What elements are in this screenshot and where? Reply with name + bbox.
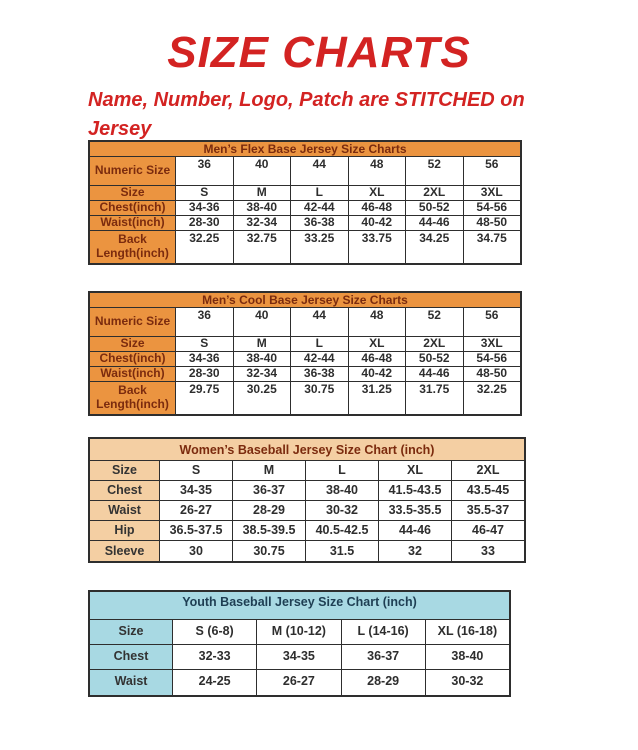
table-cell: 48 [349,157,407,185]
table-cell: XL [349,337,407,351]
table-row [90,231,520,263]
table-cell: S (6-8) [173,620,257,644]
page-title: SIZE CHARTS [167,28,471,77]
table-cell: 43.5-45 [466,483,510,498]
womens-size-table [88,437,526,563]
table-cell: 36.5-37.5 [160,521,233,540]
table-cell: 33.25 [291,231,349,263]
table-cell: 34-35 [257,645,341,669]
table-cell: 36-37 [342,645,426,669]
table-cell: 30.75 [233,541,306,561]
table-cell: 31.75 [406,382,464,414]
table-cell: 54-56 [476,352,508,366]
table-rows [90,308,520,414]
table-row [90,620,509,645]
table-cell: 28-29 [342,670,426,695]
table-cell: 38.5-39.5 [233,521,306,540]
table-cell: 54-56 [476,201,508,215]
row-label: Sleeve [90,541,160,561]
table-row [90,670,509,695]
table-cell: 44 [291,308,349,336]
table-row [90,645,509,670]
table-cell: 56 [485,157,499,171]
table-cell: 34.25 [406,231,464,263]
table-cell: 32-34 [234,367,292,381]
table-cell: 32.25 [176,231,234,263]
mens-flex-size-table [88,140,522,265]
table-row [90,541,524,561]
table-cell: 38-40 [451,649,484,663]
table-row [90,501,524,521]
table-cell: 38-40 [306,481,379,500]
table-cell: 30-32 [306,501,379,520]
table-rows [90,157,520,263]
table-row [90,461,524,481]
table-cell: 33.75 [349,231,407,263]
table-row [90,308,520,337]
table-cell: 44-46 [406,367,464,381]
table-cell: 36 [176,157,234,185]
table-cell: 46-47 [472,523,504,538]
table-cell: 56 [485,308,499,322]
table-cell: 36-38 [291,367,349,381]
table-cell: 40 [234,157,292,185]
table-cell: L [306,461,379,480]
row-label: Size [90,186,176,200]
table-cell: 32-33 [173,645,257,669]
row-label: Chest(inch) [90,352,176,366]
table-cell: L [291,186,349,200]
table-cell: 50-52 [406,201,464,215]
row-label: Back Length(inch) [90,231,176,263]
row-label: Waist [90,670,173,695]
table-cell: 3XL [480,186,503,200]
table-cell: XL [379,461,452,480]
table-cell: M (10-12) [257,620,341,644]
table-cell: 33 [481,543,495,558]
table-rows [90,620,509,695]
table-cell: M [233,461,306,480]
row-label: Waist [90,501,160,520]
table-cell: 44 [291,157,349,185]
row-label: Waist(inch) [90,216,176,230]
table-cell: 3XL [480,337,503,351]
table-cell: 2XL [406,186,464,200]
table-cell: M [234,186,292,200]
table-title: Youth Baseball Jersey Size Chart (inch) [90,592,509,620]
table-cell: 42-44 [291,352,349,366]
table-cell: 34-35 [160,481,233,500]
table-row [90,186,520,201]
table-cell: 32 [379,541,452,561]
table-cell: 42-44 [291,201,349,215]
table-cell: 30.75 [291,382,349,414]
table-row [90,337,520,352]
row-label: Chest(inch) [90,201,176,215]
table-row [90,352,520,367]
table-cell: 44-46 [379,521,452,540]
youth-size-table [88,590,511,697]
table-cell: 30-32 [451,674,484,688]
table-cell: 35.5-37 [466,503,510,518]
table-cell: L [291,337,349,351]
row-label: Chest [90,645,173,669]
table-cell: 34-36 [176,352,234,366]
table-cell: 44-46 [406,216,464,230]
row-label: Chest [90,481,160,500]
row-label: Numeric Size [90,157,176,185]
table-cell: 30 [160,541,233,561]
table-cell: 32.75 [234,231,292,263]
table-cell: 41.5-43.5 [379,481,452,500]
table-cell: 28-30 [176,367,234,381]
table-title: Men’s Cool Base Jersey Size Charts [90,293,520,308]
table-cell: 26-27 [160,501,233,520]
table-rows [90,461,524,561]
row-label: Waist(inch) [90,367,176,381]
row-label: Size [90,337,176,351]
table-title: Men’s Flex Base Jersey Size Charts [90,142,520,157]
table-cell: 28-30 [176,216,234,230]
table-cell: 33.5-35.5 [379,501,452,520]
page-subtitle: Name, Number, Logo, Patch are STITCHED on Jersey [88,89,525,140]
table-cell: 34-36 [176,201,234,215]
table-cell: 38-40 [234,352,292,366]
table-cell: 36 [176,308,234,336]
table-cell: 34.75 [476,231,507,245]
table-cell: 26-27 [257,670,341,695]
row-label: Size [90,620,173,644]
table-row [90,157,520,186]
table-row [90,201,520,216]
table-cell: 32.25 [476,382,507,396]
table-row [90,382,520,414]
table-row [90,367,520,382]
table-cell: 2XL [406,337,464,351]
table-cell: 46-48 [349,352,407,366]
table-cell: L (14-16) [342,620,426,644]
table-row [90,481,524,501]
table-cell: 2XL [476,463,500,478]
table-cell: 40-42 [349,216,407,230]
row-label: Hip [90,521,160,540]
table-cell: 40 [234,308,292,336]
table-cell: 40-42 [349,367,407,381]
table-cell: 30.25 [234,382,292,414]
table-cell: 38-40 [234,201,292,215]
table-cell: 31.5 [306,541,379,561]
table-row [90,216,520,231]
table-cell: 48-50 [476,367,508,381]
table-row [90,521,524,541]
table-cell: 52 [406,157,464,185]
table-cell: XL [349,186,407,200]
row-label: Size [90,461,160,480]
table-cell: S [160,461,233,480]
row-label: Numeric Size [90,308,176,336]
table-cell: 36-38 [291,216,349,230]
table-title: Women’s Baseball Jersey Size Chart (inch) [90,439,524,461]
table-cell: 32-34 [234,216,292,230]
table-cell: S [176,337,234,351]
table-cell: 52 [406,308,464,336]
table-cell: 28-29 [233,501,306,520]
table-cell: 40.5-42.5 [306,521,379,540]
table-cell: XL (16-18) [437,624,498,638]
table-cell: M [234,337,292,351]
row-label: Back Length(inch) [90,382,176,414]
table-cell: 46-48 [349,201,407,215]
table-cell: 31.25 [349,382,407,414]
table-cell: 48 [349,308,407,336]
table-cell: 50-52 [406,352,464,366]
table-cell: 48-50 [476,216,508,230]
mens-cool-size-table [88,291,522,416]
table-cell: 24-25 [173,670,257,695]
table-cell: 29.75 [176,382,234,414]
table-cell: S [176,186,234,200]
table-cell: 36-37 [233,481,306,500]
